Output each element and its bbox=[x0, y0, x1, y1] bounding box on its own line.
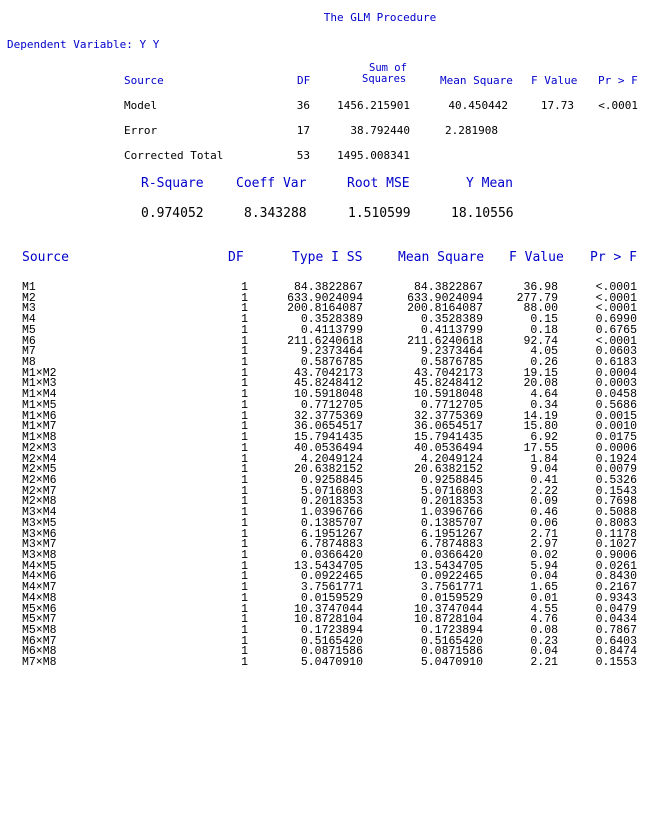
type1-cell-ss: 0.4113799 bbox=[300, 323, 363, 337]
type1-cell-ss: 0.9258845 bbox=[300, 473, 363, 487]
type1-cell-f: 5.94 bbox=[530, 559, 558, 573]
type1-cell-p: <.0001 bbox=[595, 281, 637, 294]
anova-cell-ms: 40.450442 bbox=[448, 99, 508, 112]
type1-cell-ms: 0.1385707 bbox=[420, 516, 483, 530]
type1-cell-df: 1 bbox=[241, 420, 248, 434]
type1-cell-source: M2×M8 bbox=[22, 495, 57, 509]
type1-cell-f: 0.09 bbox=[530, 495, 558, 509]
type1-cell-df: 1 bbox=[241, 302, 248, 316]
type1-cell-ms: 200.8164087 bbox=[407, 302, 483, 316]
type1-cell-df: 1 bbox=[241, 495, 248, 509]
type1-cell-df: 1 bbox=[241, 452, 248, 466]
type1-cell-ms: 0.1723894 bbox=[420, 624, 483, 637]
type1-cell-f: 9.04 bbox=[530, 463, 558, 477]
type1-cell-p: 0.1178 bbox=[595, 527, 637, 541]
type1-cell-f: 19.15 bbox=[523, 366, 558, 380]
type1-cell-ms: 36.0654517 bbox=[413, 420, 483, 434]
type1-header-f: F Value bbox=[509, 250, 564, 265]
type1-cell-ss: 36.0654517 bbox=[293, 420, 363, 434]
fit-header-rootmse: Root MSE bbox=[347, 176, 410, 191]
type1-cell-ms: 3.7561771 bbox=[420, 581, 483, 595]
anova-cell-df: 17 bbox=[296, 124, 310, 137]
type1-cell-p: 0.1924 bbox=[595, 452, 637, 466]
type1-cell-f: 92.74 bbox=[523, 334, 558, 348]
type1-cell-ss: 0.2018353 bbox=[300, 495, 363, 509]
type1-cell-ms: 45.8248412 bbox=[413, 377, 483, 391]
type1-cell-source: M6×M8 bbox=[22, 645, 57, 659]
type1-cell-df: 1 bbox=[241, 527, 248, 541]
type1-cell-df: 1 bbox=[241, 334, 248, 348]
type1-cell-f: 0.41 bbox=[530, 473, 558, 487]
type1-cell-df: 1 bbox=[241, 473, 248, 487]
type1-cell-source: M2×M4 bbox=[22, 452, 57, 466]
anova-cell-p: <.0001 bbox=[598, 99, 638, 112]
type1-cell-f: 0.01 bbox=[530, 591, 558, 605]
type1-cell-p: 0.0010 bbox=[595, 420, 637, 434]
type1-cell-source: M2×M7 bbox=[22, 484, 57, 498]
type1-cell-ms: 9.2373464 bbox=[420, 345, 483, 359]
type1-cell-p: 0.9343 bbox=[595, 591, 637, 605]
type1-cell-ss: 0.5876785 bbox=[300, 356, 363, 370]
type1-cell-df: 1 bbox=[241, 559, 248, 573]
type1-cell-ms: 0.5876785 bbox=[420, 356, 483, 370]
fit-value-rsquare: 0.974052 bbox=[141, 206, 204, 221]
type1-cell-df: 1 bbox=[241, 624, 248, 637]
anova-cell-df: 53 bbox=[296, 149, 310, 162]
type1-cell-f: 2.97 bbox=[530, 538, 558, 552]
type1-cell-source: M1×M3 bbox=[22, 377, 57, 391]
type1-cell-p: 0.9006 bbox=[595, 548, 637, 562]
type1-cell-source: M3×M5 bbox=[22, 516, 57, 530]
type1-cell-ms: 13.5434705 bbox=[413, 559, 483, 573]
type1-cell-p: 0.0015 bbox=[595, 409, 637, 423]
type1-cell-p: <.0001 bbox=[595, 302, 637, 316]
type1-cell-source: M6×M7 bbox=[22, 634, 57, 648]
type1-cell-f: 0.04 bbox=[530, 570, 558, 584]
type1-cell-ms: 4.2049124 bbox=[420, 452, 483, 466]
type1-cell-df: 1 bbox=[241, 345, 248, 359]
type1-cell-source: M4×M8 bbox=[22, 591, 57, 605]
type1-cell-ss: 200.8164087 bbox=[287, 302, 363, 316]
fit-value-rootmse: 1.510599 bbox=[348, 206, 411, 221]
type1-cell-p: 0.6183 bbox=[595, 356, 637, 370]
type1-cell-ss: 10.5918048 bbox=[293, 388, 363, 402]
type1-cell-source: M2×M3 bbox=[22, 441, 57, 455]
anova-header-df: DF bbox=[297, 74, 311, 87]
type1-cell-ms: 0.0871586 bbox=[420, 645, 483, 659]
type1-cell-ss: 0.7712705 bbox=[300, 398, 363, 412]
type1-cell-p: 0.1543 bbox=[595, 484, 637, 498]
type1-header-ss: Type I SS bbox=[292, 250, 363, 265]
type1-cell-p: 0.0004 bbox=[595, 366, 637, 380]
type1-cell-f: 0.04 bbox=[530, 645, 558, 659]
type1-cell-f: 0.34 bbox=[530, 398, 558, 412]
type1-cell-ss: 45.8248412 bbox=[293, 377, 363, 391]
type1-cell-df: 1 bbox=[241, 484, 248, 498]
type1-cell-p: 0.6990 bbox=[595, 313, 637, 327]
type1-cell-ss: 633.9024094 bbox=[287, 291, 363, 305]
type1-cell-f: 0.06 bbox=[530, 516, 558, 530]
type1-cell-ss: 43.7042173 bbox=[293, 366, 363, 380]
type1-cell-p: 0.6765 bbox=[595, 323, 637, 337]
fit-header-rsquare: R-Square bbox=[141, 176, 204, 191]
type1-cell-ss: 3.7561771 bbox=[300, 581, 363, 595]
type1-cell-df: 1 bbox=[241, 323, 248, 337]
type1-cell-ms: 32.3775369 bbox=[413, 409, 483, 423]
type1-cell-ms: 20.6382152 bbox=[413, 463, 483, 477]
type1-cell-ss: 9.2373464 bbox=[300, 345, 363, 359]
type1-cell-ms: 0.3528389 bbox=[420, 313, 483, 327]
anova-header-p: Pr > F bbox=[598, 74, 638, 87]
type1-cell-ss: 0.1723894 bbox=[300, 624, 363, 637]
type1-cell-source: M4×M6 bbox=[22, 570, 57, 584]
type1-cell-ss: 6.1951267 bbox=[300, 527, 363, 541]
type1-cell-p: 0.6403 bbox=[595, 634, 637, 648]
type1-cell-p: 0.0079 bbox=[595, 463, 637, 477]
type1-cell-df: 1 bbox=[241, 281, 248, 294]
anova-cell-ss: 38.792440 bbox=[350, 124, 410, 137]
type1-cell-f: 4.76 bbox=[530, 613, 558, 627]
type1-cell-source: M5×M6 bbox=[22, 602, 57, 616]
type1-cell-ss: 6.7874883 bbox=[300, 538, 363, 552]
type1-cell-ss: 5.0716803 bbox=[300, 484, 363, 498]
type1-cell-ms: 0.5165420 bbox=[420, 634, 483, 648]
type1-cell-f: 1.84 bbox=[530, 452, 558, 466]
type1-cell-f: 4.64 bbox=[530, 388, 558, 402]
type1-cell-f: 0.15 bbox=[530, 313, 558, 327]
type1-cell-ms: 0.4113799 bbox=[420, 323, 483, 337]
type1-cell-ms: 0.2018353 bbox=[420, 495, 483, 509]
anova-cell-f: 17.73 bbox=[540, 99, 574, 112]
type1-cell-f: 17.55 bbox=[523, 441, 558, 455]
type1-cell-source: M2×M6 bbox=[22, 473, 57, 487]
type1-header-source: Source bbox=[22, 250, 69, 265]
type1-cell-f: 277.79 bbox=[516, 291, 558, 305]
type1-cell-f: 2.22 bbox=[530, 484, 558, 498]
type1-cell-df: 1 bbox=[241, 516, 248, 530]
type1-cell-f: 0.02 bbox=[530, 548, 558, 562]
type1-cell-source: M6 bbox=[22, 334, 36, 348]
type1-cell-p: 0.0261 bbox=[595, 559, 637, 573]
type1-cell-f: 88.00 bbox=[523, 302, 558, 316]
type1-cell-p: 0.1027 bbox=[595, 538, 637, 552]
type1-cell-f: 4.05 bbox=[530, 345, 558, 359]
type1-cell-source: M1×M6 bbox=[22, 409, 57, 423]
type1-cell-f: 2.71 bbox=[530, 527, 558, 541]
type1-cell-df: 1 bbox=[241, 613, 248, 627]
type1-cell-ss: 211.6240618 bbox=[287, 334, 363, 348]
type1-cell-source: M3×M8 bbox=[22, 548, 57, 562]
type1-cell-p: 0.0479 bbox=[595, 602, 637, 616]
type1-cell-source: M3×M4 bbox=[22, 506, 57, 520]
type1-cell-f: 15.80 bbox=[523, 420, 558, 434]
dependent-variable-label: Dependent Variable: Y Y bbox=[7, 38, 160, 51]
type1-cell-source: M4×M7 bbox=[22, 581, 57, 595]
table-row bbox=[0, 518, 650, 529]
type1-header-df: DF bbox=[228, 250, 244, 265]
type1-cell-ss: 1.0396766 bbox=[300, 506, 363, 520]
type1-cell-f: 4.55 bbox=[530, 602, 558, 616]
type1-cell-ss: 0.3528389 bbox=[300, 313, 363, 327]
type1-cell-df: 1 bbox=[241, 506, 248, 520]
type1-cell-df: 1 bbox=[241, 388, 248, 402]
type1-cell-source: M1×M5 bbox=[22, 398, 57, 412]
type1-cell-df: 1 bbox=[241, 538, 248, 552]
type1-cell-ss: 15.7941435 bbox=[293, 431, 363, 445]
type1-cell-p: 0.0006 bbox=[595, 441, 637, 455]
type1-cell-p: 0.2167 bbox=[595, 581, 637, 595]
type1-cell-ss: 10.3747044 bbox=[293, 602, 363, 616]
type1-cell-ss: 0.5165420 bbox=[300, 634, 363, 648]
type1-cell-p: 0.0603 bbox=[595, 345, 637, 359]
fit-value-ymean: 18.10556 bbox=[451, 206, 514, 221]
anova-cell-ss: 1456.215901 bbox=[337, 99, 410, 112]
type1-cell-source: M3×M6 bbox=[22, 527, 57, 541]
type1-cell-ms: 43.7042173 bbox=[413, 366, 483, 380]
type1-cell-ms: 0.0366420 bbox=[420, 548, 483, 562]
type1-cell-df: 1 bbox=[241, 581, 248, 595]
type1-cell-df: 1 bbox=[241, 645, 248, 659]
table-row bbox=[0, 325, 650, 336]
type1-cell-p: 0.0003 bbox=[595, 377, 637, 391]
type1-cell-source: M4 bbox=[22, 313, 36, 327]
type1-cell-df: 1 bbox=[241, 377, 248, 391]
type1-cell-f: 2.21 bbox=[530, 656, 558, 670]
type1-cell-ms: 0.7712705 bbox=[420, 398, 483, 412]
type1-cell-ss: 10.8728104 bbox=[293, 613, 363, 627]
type1-cell-f: 36.98 bbox=[523, 281, 558, 294]
anova-header-ms: Mean Square bbox=[440, 74, 513, 87]
type1-cell-ss: 0.0922465 bbox=[300, 570, 363, 584]
type1-cell-ms: 0.0922465 bbox=[420, 570, 483, 584]
type1-cell-df: 1 bbox=[241, 602, 248, 616]
type1-cell-ms: 211.6240618 bbox=[407, 334, 483, 348]
type1-cell-df: 1 bbox=[241, 291, 248, 305]
fit-value-coeffvar: 8.343288 bbox=[244, 206, 307, 221]
type1-cell-ms: 0.0159529 bbox=[420, 591, 483, 605]
type1-cell-ms: 6.1951267 bbox=[420, 527, 483, 541]
type1-cell-ss: 5.0470910 bbox=[300, 656, 363, 670]
type1-cell-f: 1.65 bbox=[530, 581, 558, 595]
type1-cell-ss: 84.3822867 bbox=[293, 281, 363, 294]
type1-cell-p: <.0001 bbox=[595, 291, 637, 305]
type1-cell-p: 0.5686 bbox=[595, 398, 637, 412]
type1-cell-source: M7 bbox=[22, 345, 36, 359]
type1-cell-df: 1 bbox=[241, 409, 248, 423]
type1-cell-ss: 0.0871586 bbox=[300, 645, 363, 659]
type1-cell-p: 0.7698 bbox=[595, 495, 637, 509]
type1-cell-ms: 10.8728104 bbox=[413, 613, 483, 627]
type1-cell-ms: 5.0470910 bbox=[420, 656, 483, 670]
type1-cell-ms: 633.9024094 bbox=[407, 291, 483, 305]
type1-cell-source: M5×M8 bbox=[22, 624, 57, 637]
type1-cell-df: 1 bbox=[241, 656, 248, 670]
type1-header-p: Pr > F bbox=[590, 250, 637, 265]
type1-cell-source: M8 bbox=[22, 356, 36, 370]
type1-cell-df: 1 bbox=[241, 570, 248, 584]
type1-cell-source: M2×M5 bbox=[22, 463, 57, 477]
type1-cell-p: 0.8430 bbox=[595, 570, 637, 584]
type1-cell-df: 1 bbox=[241, 398, 248, 412]
type1-cell-df: 1 bbox=[241, 356, 248, 370]
type1-cell-f: 14.19 bbox=[523, 409, 558, 423]
type1-cell-df: 1 bbox=[241, 591, 248, 605]
type1-cell-f: 0.08 bbox=[530, 624, 558, 637]
type1-cell-p: 0.8474 bbox=[595, 645, 637, 659]
type1-cell-f: 0.18 bbox=[530, 323, 558, 337]
anova-header-source: Source bbox=[124, 74, 164, 87]
table-row bbox=[0, 593, 650, 604]
type1-cell-ms: 15.7941435 bbox=[413, 431, 483, 445]
type1-cell-source: M3 bbox=[22, 302, 36, 316]
type1-cell-f: 20.08 bbox=[523, 377, 558, 391]
type1-table-body bbox=[0, 282, 650, 668]
anova-header-f: F Value bbox=[531, 74, 578, 87]
type1-cell-df: 1 bbox=[241, 634, 248, 648]
type1-cell-source: M1 bbox=[22, 281, 36, 294]
type1-header-ms: Mean Square bbox=[398, 250, 485, 265]
type1-cell-ms: 40.0536494 bbox=[413, 441, 483, 455]
type1-cell-df: 1 bbox=[241, 548, 248, 562]
type1-cell-p: 0.8083 bbox=[595, 516, 637, 530]
type1-cell-p: 0.5326 bbox=[595, 473, 637, 487]
fit-header-coeffvar: Coeff Var bbox=[236, 176, 307, 191]
fit-header-ymean: Y Mean bbox=[466, 176, 513, 191]
type1-cell-ss: 0.0366420 bbox=[300, 548, 363, 562]
type1-cell-ms: 84.3822867 bbox=[413, 281, 483, 294]
anova-cell-source: Model bbox=[124, 99, 158, 112]
type1-cell-source: M5 bbox=[22, 323, 36, 337]
type1-cell-ms: 10.3747044 bbox=[413, 602, 483, 616]
type1-cell-p: 0.0458 bbox=[595, 388, 637, 402]
type1-cell-source: M1×M8 bbox=[22, 431, 57, 445]
anova-cell-source: Corrected Total bbox=[124, 149, 224, 162]
anova-cell-ss: 1495.008341 bbox=[337, 149, 410, 162]
type1-cell-source: M2 bbox=[22, 291, 36, 305]
type1-cell-f: 6.92 bbox=[530, 431, 558, 445]
type1-cell-ms: 10.5918048 bbox=[413, 388, 483, 402]
type1-cell-f: 0.46 bbox=[530, 506, 558, 520]
type1-cell-ms: 5.0716803 bbox=[420, 484, 483, 498]
anova-header-ss-line1: Sum of bbox=[369, 62, 407, 74]
type1-cell-p: 0.1553 bbox=[595, 656, 637, 670]
type1-cell-ss: 4.2049124 bbox=[300, 452, 363, 466]
type1-cell-ms: 6.7874883 bbox=[420, 538, 483, 552]
anova-cell-df: 36 bbox=[296, 99, 310, 112]
type1-cell-source: M7×M8 bbox=[22, 656, 57, 670]
type1-cell-source: M1×M4 bbox=[22, 388, 57, 402]
anova-header-ss-line2: Squares bbox=[362, 73, 407, 85]
type1-cell-ss: 13.5434705 bbox=[293, 559, 363, 573]
anova-cell-source: Error bbox=[124, 124, 158, 137]
type1-cell-df: 1 bbox=[241, 313, 248, 327]
type1-cell-p: 0.0175 bbox=[595, 431, 637, 445]
table-row bbox=[0, 657, 650, 668]
anova-cell-ms: 2.281908 bbox=[445, 124, 498, 137]
table-row bbox=[0, 443, 650, 454]
type1-cell-f: 0.26 bbox=[530, 356, 558, 370]
type1-cell-ss: 32.3775369 bbox=[293, 409, 363, 423]
type1-cell-df: 1 bbox=[241, 366, 248, 380]
type1-cell-p: 0.7867 bbox=[595, 624, 637, 637]
type1-cell-p: 0.0434 bbox=[595, 613, 637, 627]
type1-cell-ss: 40.0536494 bbox=[293, 441, 363, 455]
type1-cell-source: M5×M7 bbox=[22, 613, 57, 627]
type1-cell-f: 0.23 bbox=[530, 634, 558, 648]
page-title: The GLM Procedure bbox=[323, 11, 437, 24]
type1-cell-p: <.0001 bbox=[595, 334, 637, 348]
type1-cell-ss: 20.6382152 bbox=[293, 463, 363, 477]
type1-cell-df: 1 bbox=[241, 431, 248, 445]
type1-cell-ms: 0.9258845 bbox=[420, 473, 483, 487]
type1-cell-df: 1 bbox=[241, 463, 248, 477]
type1-cell-source: M1×M7 bbox=[22, 420, 57, 434]
type1-cell-source: M3×M7 bbox=[22, 538, 57, 552]
type1-cell-source: M1×M2 bbox=[22, 366, 57, 380]
type1-cell-source: M4×M5 bbox=[22, 559, 57, 573]
type1-cell-ms: 1.0396766 bbox=[420, 506, 483, 520]
type1-cell-p: 0.5088 bbox=[595, 506, 637, 520]
type1-cell-ss: 0.1385707 bbox=[300, 516, 363, 530]
type1-cell-df: 1 bbox=[241, 441, 248, 455]
type1-cell-ss: 0.0159529 bbox=[300, 591, 363, 605]
